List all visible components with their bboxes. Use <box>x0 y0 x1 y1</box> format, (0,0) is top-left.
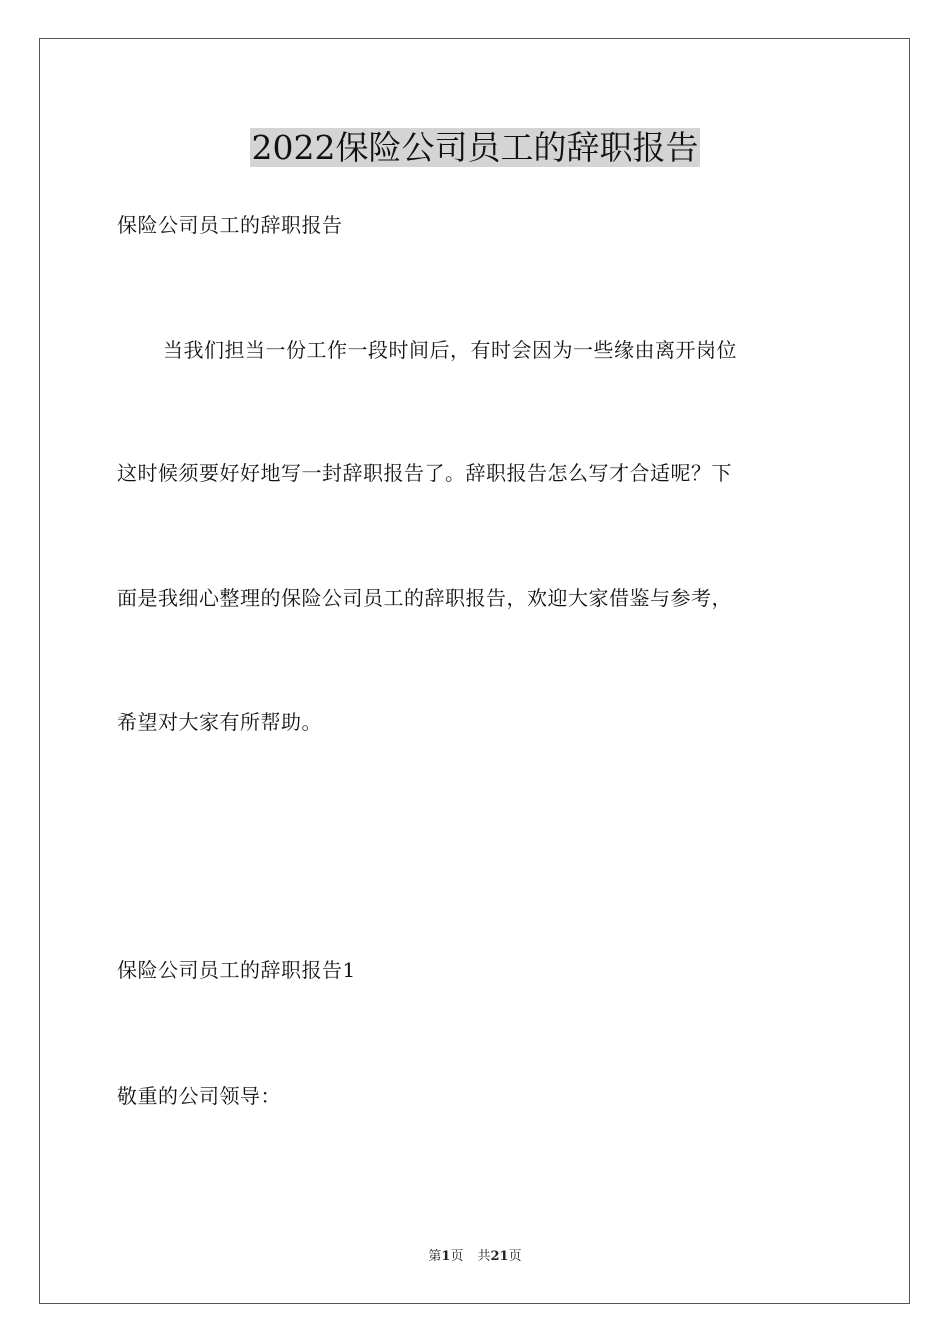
footer-total-suffix: 页 <box>508 1249 522 1264</box>
footer-total-pages: 21 <box>490 1249 509 1264</box>
document-subtitle: 保险公司员工的辞职报告 <box>117 213 343 237</box>
footer-page-suffix: 页 <box>450 1249 464 1264</box>
intro-line-4: 希望对大家有所帮助。 <box>117 710 322 734</box>
intro-line-1: 当我们担当一份工作一段时间后，有时会因为一些缘由离开岗位 <box>163 338 737 362</box>
intro-line-2: 这时候须要好好地写一封辞职报告了。辞职报告怎么写才合适呢？下 <box>117 461 732 485</box>
page-footer <box>0 1248 950 1266</box>
footer-total-prefix: 共 <box>477 1249 491 1264</box>
salutation: 敬重的公司领导： <box>117 1084 281 1108</box>
footer-page-number: 1 <box>441 1249 451 1264</box>
footer-page-prefix: 第 <box>428 1249 442 1264</box>
document-title-text: 2022保险公司员工的辞职报告 <box>251 128 699 167</box>
section-heading: 保险公司员工的辞职报告1 <box>117 958 356 982</box>
document-title <box>0 126 950 170</box>
intro-line-3: 面是我细心整理的保险公司员工的辞职报告，欢迎大家借鉴与参考， <box>117 586 732 610</box>
